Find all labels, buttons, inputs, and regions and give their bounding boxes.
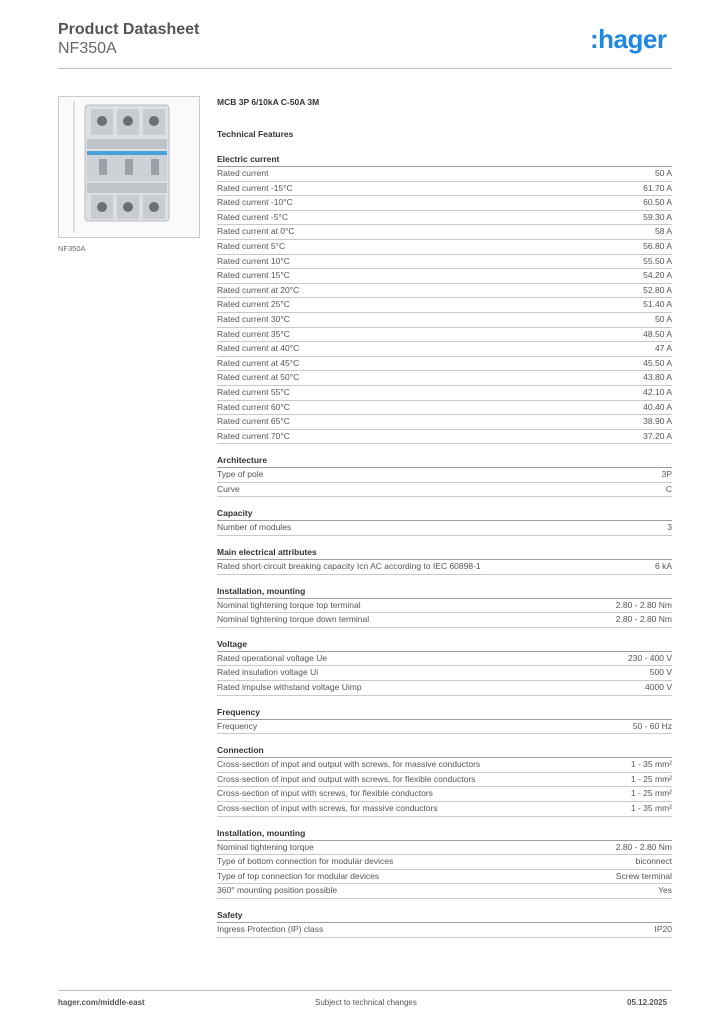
spec-label: Curve xyxy=(217,483,240,494)
spec-value: 43.80 A xyxy=(643,372,672,383)
spec-label: Rated current -10°C xyxy=(217,197,293,208)
spec-value: biconnect xyxy=(635,856,672,867)
spec-label: Type of bottom connection for modular devices xyxy=(217,856,394,867)
spec-value: 1 - 35 mm² xyxy=(630,759,672,770)
spec-row xyxy=(217,483,672,498)
spec-value: 47 A xyxy=(654,343,672,354)
spec-value: 2.80 - 2.80 Nm xyxy=(615,841,672,852)
spec-group xyxy=(217,546,672,575)
spec-label: Rated current -5°C xyxy=(217,211,288,222)
footer-website: hager.com/middle-east xyxy=(58,998,145,1007)
spec-label: 360° mounting position possible xyxy=(217,885,338,896)
section-title: Technical Features xyxy=(217,129,294,139)
spec-label: Rated current 15°C xyxy=(217,270,290,281)
spec-value: Yes xyxy=(658,885,672,896)
spec-label: Rated current 25°C xyxy=(217,299,290,310)
feature-groups xyxy=(217,153,672,938)
group-title: Installation, mounting xyxy=(217,585,672,599)
spec-row xyxy=(217,599,672,614)
image-caption: NF350A xyxy=(58,244,86,253)
spec-label: Rated insulation voltage Ui xyxy=(217,667,319,678)
spec-label: Cross-section of input with screws, for flexible conductors xyxy=(217,788,433,799)
spec-row xyxy=(217,313,672,328)
spec-value: 1 - 35 mm² xyxy=(630,803,672,813)
spec-row xyxy=(217,371,672,386)
page-subtitle: NF350A xyxy=(58,40,117,57)
spec-value: 52.80 A xyxy=(643,284,672,295)
datasheet-content xyxy=(217,96,672,948)
spec-row xyxy=(217,758,672,773)
spec-row xyxy=(217,613,672,628)
spec-row xyxy=(217,167,672,182)
spec-row xyxy=(217,415,672,430)
spec-value: 4000 V xyxy=(645,682,672,693)
spec-value: 3 xyxy=(667,522,672,533)
spec-row xyxy=(217,430,672,445)
spec-value: 50 - 60 Hz xyxy=(632,720,672,731)
spec-value: 58 A xyxy=(654,226,672,237)
spec-row xyxy=(217,328,672,343)
spec-value: 230 - 400 V xyxy=(628,652,672,663)
spec-row xyxy=(217,855,672,870)
spec-value: 56.80 A xyxy=(643,240,672,251)
circuit-breaker-icon xyxy=(59,97,199,237)
spec-label: Rated current xyxy=(217,168,269,178)
spec-label: Cross-section of input and output with screws, for massive conductors xyxy=(217,759,481,770)
spec-label: Nominal tightening torque down terminal xyxy=(217,614,370,625)
spec-value: 2.80 - 2.80 Nm xyxy=(615,599,672,610)
spec-value: 42.10 A xyxy=(643,386,672,397)
spec-label: Nominal tightening torque top terminal xyxy=(217,599,361,610)
spec-row xyxy=(217,386,672,401)
group-title: Frequency xyxy=(217,706,672,720)
spec-value: 40.40 A xyxy=(643,401,672,412)
spec-row xyxy=(217,560,672,575)
group-title: Main electrical attributes xyxy=(217,546,672,560)
spec-row xyxy=(217,196,672,211)
spec-group xyxy=(217,507,672,536)
spec-label: Ingress Protection (IP) class xyxy=(217,923,324,934)
spec-row xyxy=(217,870,672,885)
spec-label: Number of modules xyxy=(217,522,292,533)
spec-value: 48.50 A xyxy=(643,328,672,339)
spec-group xyxy=(217,585,672,628)
spec-value: 38.90 A xyxy=(643,416,672,427)
spec-row xyxy=(217,211,672,226)
spec-row xyxy=(217,298,672,313)
footer-divider xyxy=(58,990,672,991)
spec-group xyxy=(217,909,672,938)
spec-row xyxy=(217,342,672,357)
spec-row xyxy=(217,521,672,536)
spec-value: Screw terminal xyxy=(615,870,672,881)
spec-label: Rated short-circuit breaking capacity Icn AC according to IEC 60898-1 xyxy=(217,561,481,572)
spec-group xyxy=(217,744,672,816)
spec-row xyxy=(217,681,672,696)
group-title: Connection xyxy=(217,744,672,758)
spec-row xyxy=(217,787,672,802)
spec-row xyxy=(217,401,672,416)
spec-label: Rated current 30°C xyxy=(217,313,290,324)
spec-row xyxy=(217,802,672,817)
spec-value: 37.20 A xyxy=(643,430,672,441)
spec-label: Rated current 5°C xyxy=(217,240,286,251)
spec-label: Cross-section of input and output with screws, for flexible conductors xyxy=(217,773,476,784)
spec-label: Type of pole xyxy=(217,469,264,480)
spec-label: Rated operational voltage Ue xyxy=(217,652,328,663)
spec-value: 3P xyxy=(661,469,672,480)
product-image xyxy=(58,96,200,238)
spec-row xyxy=(217,841,672,856)
spec-value: 6 kA xyxy=(654,561,672,572)
spec-group xyxy=(217,638,672,696)
spec-label: Nominal tightening torque xyxy=(217,841,314,852)
spec-label: Type of top connection for modular devices xyxy=(217,870,380,881)
spec-value: 45.50 A xyxy=(643,357,672,368)
spec-value: 55.50 A xyxy=(643,255,672,266)
spec-row xyxy=(217,923,672,938)
spec-label: Cross-section of input with screws, for massive conductors xyxy=(217,803,438,813)
spec-group xyxy=(217,454,672,497)
spec-label: Rated current at 45°C xyxy=(217,357,300,368)
spec-group xyxy=(217,706,672,735)
footer-date: 05.12.2025 xyxy=(627,998,668,1007)
spec-row xyxy=(217,884,672,899)
spec-value: 1 - 25 mm² xyxy=(630,788,672,799)
spec-value: 2.80 - 2.80 Nm xyxy=(615,614,672,625)
group-title: Voltage xyxy=(217,638,672,652)
spec-row xyxy=(217,269,672,284)
group-title: Electric current xyxy=(217,153,672,167)
hager-logo: :hager xyxy=(590,24,667,54)
footer-disclaimer: Subject to technical changes xyxy=(315,998,417,1007)
spec-row xyxy=(217,255,672,270)
spec-row xyxy=(217,357,672,372)
spec-label: Rated current -15°C xyxy=(217,182,293,193)
group-title: Installation, mounting xyxy=(217,827,672,841)
header-divider xyxy=(58,68,672,69)
spec-row xyxy=(217,240,672,255)
spec-label: Frequency xyxy=(217,720,258,731)
spec-row xyxy=(217,225,672,240)
spec-label: Rated current 10°C xyxy=(217,255,290,266)
spec-label: Rated current 60°C xyxy=(217,401,290,412)
spec-label: Rated current 55°C xyxy=(217,386,290,397)
spec-value: 59.30 A xyxy=(643,211,672,222)
spec-value: 60.50 A xyxy=(643,197,672,208)
spec-value: IP20 xyxy=(654,923,672,934)
group-title: Safety xyxy=(217,909,672,923)
spec-label: Rated impulse withstand voltage Uimp xyxy=(217,682,362,693)
spec-value: 51.40 A xyxy=(643,299,672,310)
spec-row xyxy=(217,284,672,299)
group-title: Capacity xyxy=(217,507,672,521)
spec-group xyxy=(217,827,672,899)
spec-label: Rated current 35°C xyxy=(217,328,290,339)
spec-label: Rated current at 50°C xyxy=(217,372,300,383)
spec-value: 50 A xyxy=(654,313,672,324)
spec-label: Rated current 65°C xyxy=(217,416,290,427)
page-title: Product Datasheet xyxy=(58,21,200,38)
spec-label: Rated current at 40°C xyxy=(217,343,300,354)
spec-label: Rated current at 0°C xyxy=(217,226,295,237)
spec-row xyxy=(217,652,672,667)
spec-row xyxy=(217,773,672,788)
group-title: Architecture xyxy=(217,454,672,468)
spec-value: C xyxy=(665,483,672,494)
spec-label: Rated current 70°C xyxy=(217,430,290,441)
spec-row xyxy=(217,720,672,735)
spec-label: Rated current at 20°C xyxy=(217,284,300,295)
spec-value: 61.70 A xyxy=(643,182,672,193)
spec-row xyxy=(217,468,672,483)
spec-value: 50 A xyxy=(654,168,672,178)
spec-value: 500 V xyxy=(649,667,672,678)
spec-value: 1 - 25 mm² xyxy=(630,773,672,784)
spec-row xyxy=(217,182,672,197)
spec-value: 54.20 A xyxy=(643,270,672,281)
product-name: MCB 3P 6/10kA C-50A 3M xyxy=(217,97,320,107)
spec-group xyxy=(217,153,672,444)
spec-row xyxy=(217,666,672,681)
